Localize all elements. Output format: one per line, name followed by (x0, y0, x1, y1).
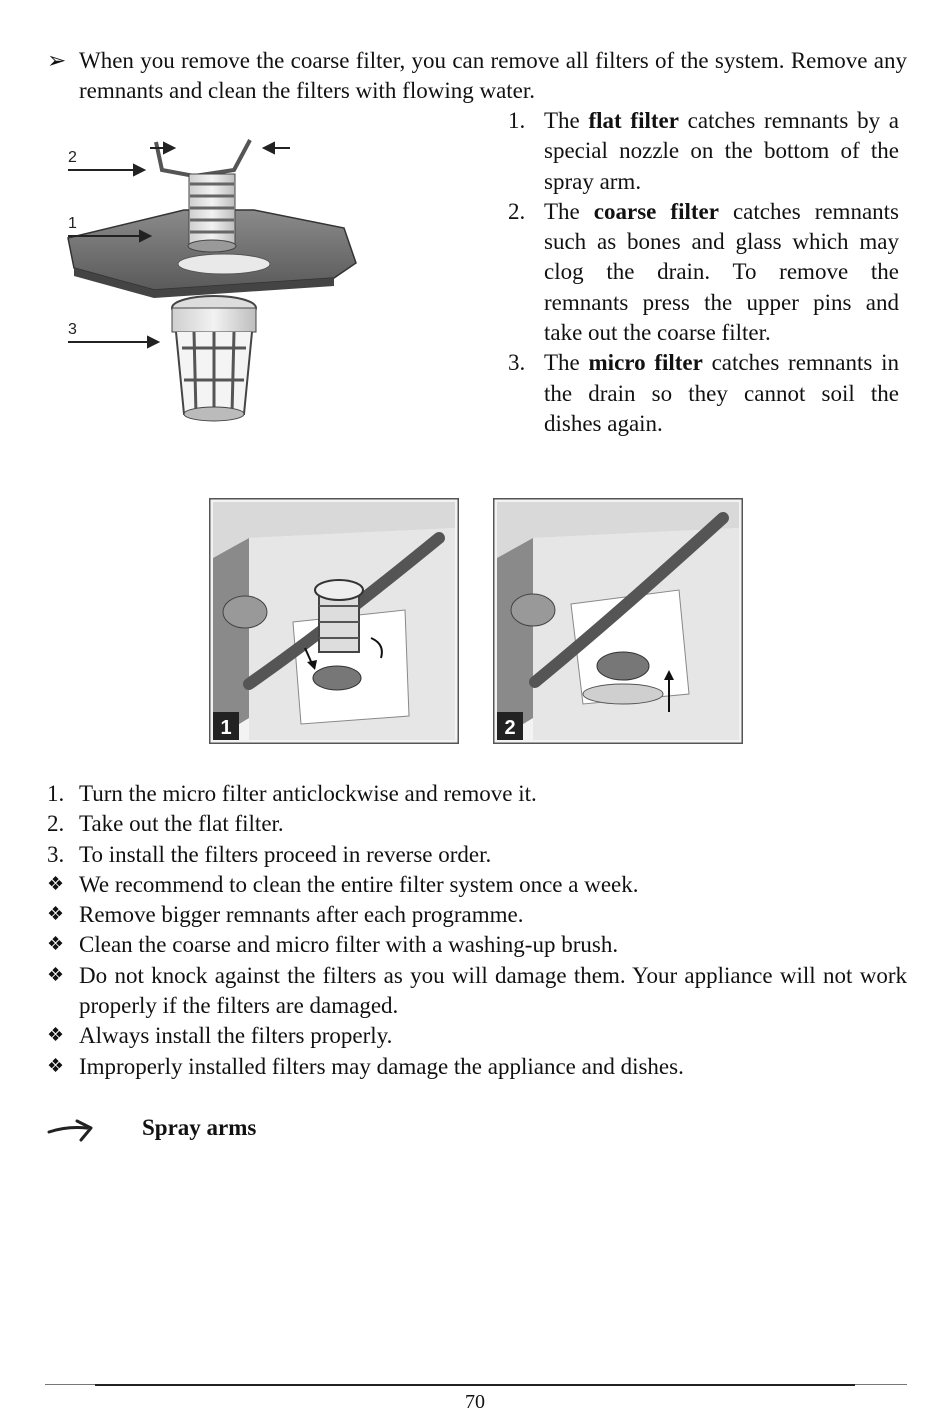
photo-remove-micro-filter (209, 498, 459, 744)
label-3: 3 (68, 321, 77, 338)
term-coarse-filter: coarse filter (593, 198, 719, 224)
step-item: 1. Turn the micro filter anticlockwise and remove it. (47, 781, 537, 806)
tip-item: ❖ Do not knock against the filters as you will damage them. Your appliance will not work properly if the filters are damaged. (47, 962, 907, 1019)
diamond-bullet-icon: ❖ (47, 904, 65, 926)
arrow-right-icon (47, 1118, 95, 1142)
filter-item-micro: 3. The micro filter catches remnants in the drain so they cannot soil the dishes again. (508, 350, 899, 436)
photo-remove-flat-filter (493, 498, 743, 744)
instructions-list (47, 779, 907, 1082)
footer-rule-accent (95, 1384, 855, 1386)
tip-item: ❖ Remove bigger remnants after each programme. (47, 900, 907, 930)
tip-item: ❖ We recommend to clean the entire filter system once a week. (47, 870, 907, 900)
arrow-bullet-icon: ➢ (47, 48, 67, 73)
photo-badge-1: 1 (220, 717, 232, 739)
term-flat-filter: flat filter (588, 108, 679, 133)
photo-badge-2: 2 (504, 717, 516, 739)
filter-item-coarse: 2. The coarse filter catches remnants such as bones and glass which may clog the drain. To remove the remnants press the upper pins and take out the coarse filter. (508, 198, 899, 346)
filter-item-flat: 1. The flat filter catches remnants by a special nozzle on the bottom of the spray arm. (508, 108, 899, 194)
page-number: 70 (465, 1391, 485, 1413)
term-micro-filter: micro filter (588, 350, 703, 376)
intro-paragraph (47, 46, 907, 107)
diamond-bullet-icon: ❖ (47, 934, 65, 956)
diamond-bullet-icon: ❖ (47, 1055, 65, 1077)
section-title: Spray arms (142, 1115, 257, 1140)
intro-text: When you remove the coarse filter, you can remove all filters of the system. Remove any remnants and clean the filters with flowing water. (79, 48, 907, 104)
tip-item: ❖ Always install the filters properly. (47, 1021, 907, 1051)
filter-system-illustration (44, 118, 364, 430)
step-item: 2. Take out the flat filter. (47, 811, 284, 837)
section-heading (47, 1112, 447, 1146)
tip-item: ❖ Clean the coarse and micro filter with a washing-up brush. (47, 930, 907, 960)
diamond-bullet-icon: ❖ (47, 1025, 65, 1047)
diamond-bullet-icon: ❖ (47, 873, 65, 895)
label-1: 1 (68, 215, 77, 232)
label-2: 2 (68, 149, 77, 166)
filter-description-list (508, 106, 899, 439)
diamond-bullet-icon: ❖ (47, 964, 65, 986)
tip-item: ❖ Improperly installed filters may damage the appliance and dishes. (47, 1052, 907, 1082)
step-item: 3. To install the filters proceed in reverse order. (47, 841, 492, 867)
